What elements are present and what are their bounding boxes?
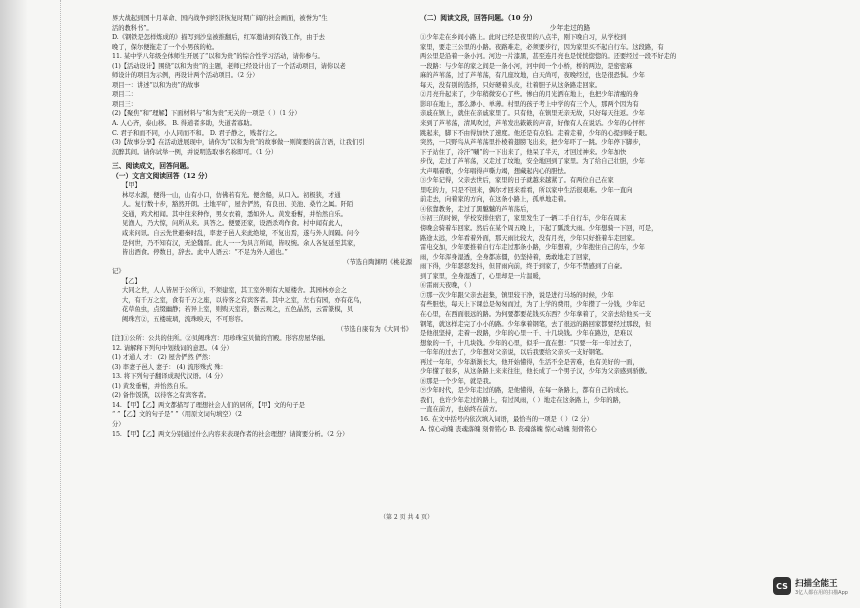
camscanner-logo-icon: CS [773, 577, 791, 595]
left-column-line: 【甲】 [122, 182, 141, 190]
left-column-line: [注]①公所：公共的住所。②贝阙珠宫：用珍珠宝贝做的宫殿。形容房屋华丽。 [112, 335, 330, 343]
page-footer: （第 2 页 共 4 页） [380, 514, 434, 521]
right-column-line: 一年年的过去了，少年想对父亲说，以后我要给父亲买一支好钢笔。 [420, 349, 608, 357]
left-column-line: C. 君子和而不同，小人同而不和。 D. 君子静之，贱者行之。 [112, 129, 282, 137]
right-column [420, 14, 720, 434]
left-column-line: 见渔人，乃大惊，问所从来。具答之。便要还家，设酒杀鸡作食。村中闻有此人， [122, 220, 347, 228]
left-column-line: 人。复行数十步，豁然开朗。土地平旷，屋舍俨然，有良田、美池、桑竹之属。阡陌 [122, 201, 354, 209]
right-column-line: 到了家里，全身湿透了，心里却是一片温暖， [420, 272, 545, 280]
left-column-line: （节选自陶渊明《桃花源 [343, 258, 412, 266]
left-column-line: 界大战起到国十月革命、国内战争到经济恢复时期广阔的社会画面，被誉为“生 [112, 15, 328, 22]
left-column-line: （一）文言文阅读回答（12 分） [112, 171, 212, 180]
right-column-line: 傍晚会骑着车回家。然后在某个周五晚上，下起了瓢泼大雨。少年想骑一下回，可是， [420, 225, 658, 233]
watermark-subtitle: 3亿人都在用的扫描App [795, 590, 848, 596]
left-column-line: 晚了，保尔便拖走了一个小男孩的枪。 [112, 43, 219, 51]
right-column-line: ③少年记得，父亲去世后，家里的日子就越来越紧了。有两位自己在家 [420, 177, 614, 185]
left-column-line: 大，有千万之室，食有千万之座，以待客之有宾客者。其中之室，左右有园，亦有花鸟， [122, 296, 366, 304]
left-column-line: D.《钢铁是怎样炼成的》描写到沙皇被推翻后，红军邀请到有钱工作，由于去 [112, 34, 325, 42]
right-column-line: 两公里是沿着一条小河。河边一片漆黑，甚至连月亮也是恍恍惚惚的。还要经过一段不好走的 [420, 53, 677, 61]
left-column-line: 大同之世，人人皆居于公所①，不须建室，其工室外则有大厦楼舍。其园林亦会之 [122, 287, 347, 295]
left-column-line: (1)【活动设计】围绕“以和为贵”的主题，老师已经设计出了一个活动项目，请你以老 [112, 62, 346, 70]
right-column-line: ①少年走在乡间小路上。此时已经是夜里的八点半，刚下晚自习，从学校到 [420, 34, 627, 42]
right-column-line: 雷电交加，少年要推着自行车走过那条小路，少年想着，少年抱住自己的车，少年 [420, 244, 645, 252]
right-column-line: 是他很坚持，走着一段路，少年的心里一千、十几块钱。少年在路边，是难以 [420, 330, 633, 338]
left-column-line: 记》 [112, 268, 125, 276]
left-column-line: 皆出酒食。停数日，辞去。此中人语云：“不足为外人道也。” [122, 249, 288, 257]
left-column-line: 14. 【甲】【乙】两文都描写了理想社会人们的居所，【甲】文的句子是 [112, 401, 305, 409]
left-column-line: 13. 将下列句子翻译成现代汉语。（4 分） [112, 373, 227, 381]
left-column-line: 项目一：讲述“以和为贵”的故事 [112, 81, 200, 89]
left-column-line: 15. 【甲】【乙】两文分别通过什么内容来表现作者的社会理想？请简要分析。（2 分） [112, 430, 349, 438]
right-column-line: 有些胆怯，每天上下课总是匆匆而过，为了上学的费用，少年攒了一分钱，少年记 [420, 301, 645, 309]
right-column-line: 一直在前方，也始终在前方。 [420, 406, 502, 414]
left-column-line: 【乙】 [122, 277, 141, 285]
right-column-line: 亲戚在镇上，就住在亲戚家里了。只有他，在镇里无亲无故，只好每天往返。少年 [420, 110, 645, 118]
left-column-line: (1) 才通人 才： (2) 屋舍俨然 俨然： [112, 354, 215, 362]
left-column-line: (2)【聚焦“和”理解】下面材料与“和为贵”无关的一项是（ ）（1 分） [112, 110, 301, 118]
right-column-line: 下子站住了，冷汗“唰”的一下出来了，他呆了半天，才回过神来。少年加快 [420, 148, 627, 156]
left-column-line: A. 人心齐，泰山移。 B. 得道者多助，失道者寡助。 [112, 120, 256, 128]
left-column-line: 项目二： [112, 91, 137, 99]
left-column-line: 师设计的项目为示例，再设计两个活动项目。（2 分） [112, 72, 259, 80]
left-column-line: （节选自康有为《大同书》 [337, 325, 412, 333]
right-column-line: 影印在地上，那么渺小、单薄。村里的孩子考上中学的有三个人，那两个因为有 [420, 100, 639, 108]
right-column-line: ②月亮升起来了，少年稍微安心了些。惨白的月光洒在地上，也把少年清瘦的身 [420, 91, 639, 99]
left-column-line: 11. 某中学八年级全体师生开展了“以和为贵”的综合性学习活动，请你参与。 [112, 53, 324, 61]
left-column-line: 三、阅读成文，回答问题。 [112, 162, 193, 171]
right-column-line: 想象的一千，十几块钱。少年的心里，似乎一直在想：“只要一年一年过去了， [420, 339, 636, 347]
right-column-line: （二）阅读文段，回答问题。（10 分） [420, 14, 537, 22]
left-column-line: (1) 黄发垂髫，并怡然自乐。 [112, 382, 192, 390]
right-column-line: 步伐，走过了芦苇荡，又走过了坟地，安全地回到了家里。为了给自己壮胆，少年 [420, 158, 645, 166]
right-column-line: 里吃的力，只是不回来，偶尔才回来看看，所以家中生活很艰难。少年一直向 [420, 186, 633, 194]
right-column-line: 一段路：与少年的家之间是一条小河，河中间一个小桥，桥的两边，是密密麻 [420, 62, 633, 70]
right-column-line: 家里，要走三公里的小路。夜路难走，必须要步行，因为家里买不起自行车。这段路，有 [420, 43, 664, 51]
left-column-line: 沉醉其间。请你试举一例，并说明选取事名称即可。（1 分） [112, 148, 278, 156]
left-column-line: 是何世，乃不知有汉，无论魏晋。此人一一为具言所闻，皆叹惋。余人各复延至其家， [122, 239, 360, 247]
left-column-line: 交通，鸡犬相闻。其中往来种作，男女衣着，悉如外人。黄发垂髫，并怡然自乐。 [122, 210, 347, 218]
right-column-line: 突然，一只野鸟从芦苇荡里扑棱着翅膀飞出来，把少年吓了一跳。少年停下脚步， [420, 139, 645, 147]
right-column-line: 雨下得，少年瑟瑟发抖，但冒雨向前，终于到家了，少年不禁感到了自豪。 [420, 263, 627, 271]
right-column-line: ⑦那一次少年跟父亲去赶集，镇里较干净，说是进行马场的时候，少年 [420, 291, 614, 299]
left-column-line: 阙珠宫②，五楼琉璃，流珠映天，不可形容。 [122, 315, 247, 323]
left-column-line: 活的教科书”。 [112, 24, 153, 32]
right-column-line: 每天，没有别的选择，只好硬着头皮，壮着胆子从这条路走回家。 [420, 81, 602, 89]
right-column-line: 再过一年年，少年渐渐长大，他开始懂得，生活不全是苦难，也有美好的一面， [420, 358, 639, 366]
left-column-line: (2) 备作饭馔，以待客之有宾客者。 [112, 392, 211, 400]
right-column-line: 雨，少年浑身湿透，全身都冻僵，仍坚持着，勇敢地走了回家， [420, 253, 595, 261]
scanner-watermark [773, 575, 853, 601]
right-column-line: ⑤初三的时候，学校安排住宿了，家里发生了一辆二手自行车，少年在周末 [420, 215, 627, 223]
left-column-line: (3)【故事分享】在活动进展现中，请你为“以和为贵”的故事做一则简要的前言语，让我们引 [112, 139, 365, 147]
left-column-line: (3) 率妻子邑人 妻子： (4) 流形殊式 殊： [112, 363, 227, 371]
right-column-line: ⑥雷雨天夜晚，（ ） [420, 282, 476, 290]
right-column-line: 在心里，在西面很远的路。为何要都要花钱买东西？少年拿着了，父亲去给他买一支 [420, 310, 652, 318]
left-column-line: 12. 请解释下列句中划线词的意思。（4 分） [112, 344, 233, 352]
right-column-line: 来到了芦苇荡，清风吹过，芦苇发出簌簌的声音，好像有人在说话。少年的心怦怦 [420, 120, 645, 128]
left-column-line: 花草鱼虫，点缀幽静；若异上室，则购天室岩，器云观之，五色晶然，云雷篆模，贝 [122, 306, 354, 314]
left-column-line: 项目三： [112, 100, 137, 108]
right-column-line: 麻的芦苇荡，过了芦苇荡，有几座坟地，白天尚可，夜晚经过，也是很恐惧。少年 [420, 72, 645, 80]
left-column-line: 分） [112, 420, 125, 428]
right-column-line: 钢笔，就这样走完了小小的路。少年拿着钢笔，去了很远的路回家都要经过那段，但 [420, 320, 652, 328]
scan-edge-shadow [0, 0, 28, 608]
right-column-line: A. 惊心动魄 丧魂落魄 刻骨铭心 B. 丧魂落魄 惊心动魄 刻骨铭心 [420, 425, 597, 433]
left-column-line: 林尽水源，便得一山，山有小口，仿佛若有光。便舍船，从口入。初极狭，才通 [122, 191, 341, 199]
left-column [112, 14, 412, 439]
binding-dotted-line [60, 0, 62, 608]
right-column-line: 少年懂了很多，从这条路上来来往往，他长成了一个男子汉，少年为父亲感到骄傲。 [420, 368, 652, 376]
right-column-line: ④依靠教务，走过了黑魆魆的芦苇荡后， [420, 205, 533, 213]
right-column-line: 我们，也许少年走过的路上，有过风雨，（ ）地走在这条路上，少年的路， [420, 396, 625, 404]
left-column-line: 咸来问讯。自云先世避秦时乱，率妻子邑人来此绝境，不复出焉，遂与外人间隔。问今 [122, 230, 360, 238]
watermark-title: 扫描全能王 [795, 579, 838, 589]
right-column-line: 16. 在文中括号内依次填入词语，最恰当的一项是（ ）（2 分） [420, 415, 593, 423]
right-column-line: 少年走过的路 [549, 23, 591, 32]
right-column-line: 路途太远，少年看着外面，那天雨比较大，没有月亮，少年只好推着车走回家。 [420, 234, 639, 242]
right-column-line: ⑧那是一个少年，就是我。 [420, 377, 495, 385]
right-column-line: 前走去，向着家的方向，在这条小路上，孤单地走着。 [420, 196, 570, 204]
right-column-line: 跳起来，脚下不由得加快了速度。他还是有点怕。走着走着，少年的心提到嗓子眼。 [420, 129, 652, 137]
right-column-line: ⑨少年时代，是少年走过的路，是他懂得，在每一条路上，都有自己的成长。 [420, 387, 633, 395]
right-column-line: 大声唱着歌，少年唱得声嘶力竭，想藏起内心的胆怯。 [420, 167, 570, 175]
left-column-line: “ ”【乙】文的句子是“ ”（用原文词句填空）（2 [112, 411, 242, 419]
